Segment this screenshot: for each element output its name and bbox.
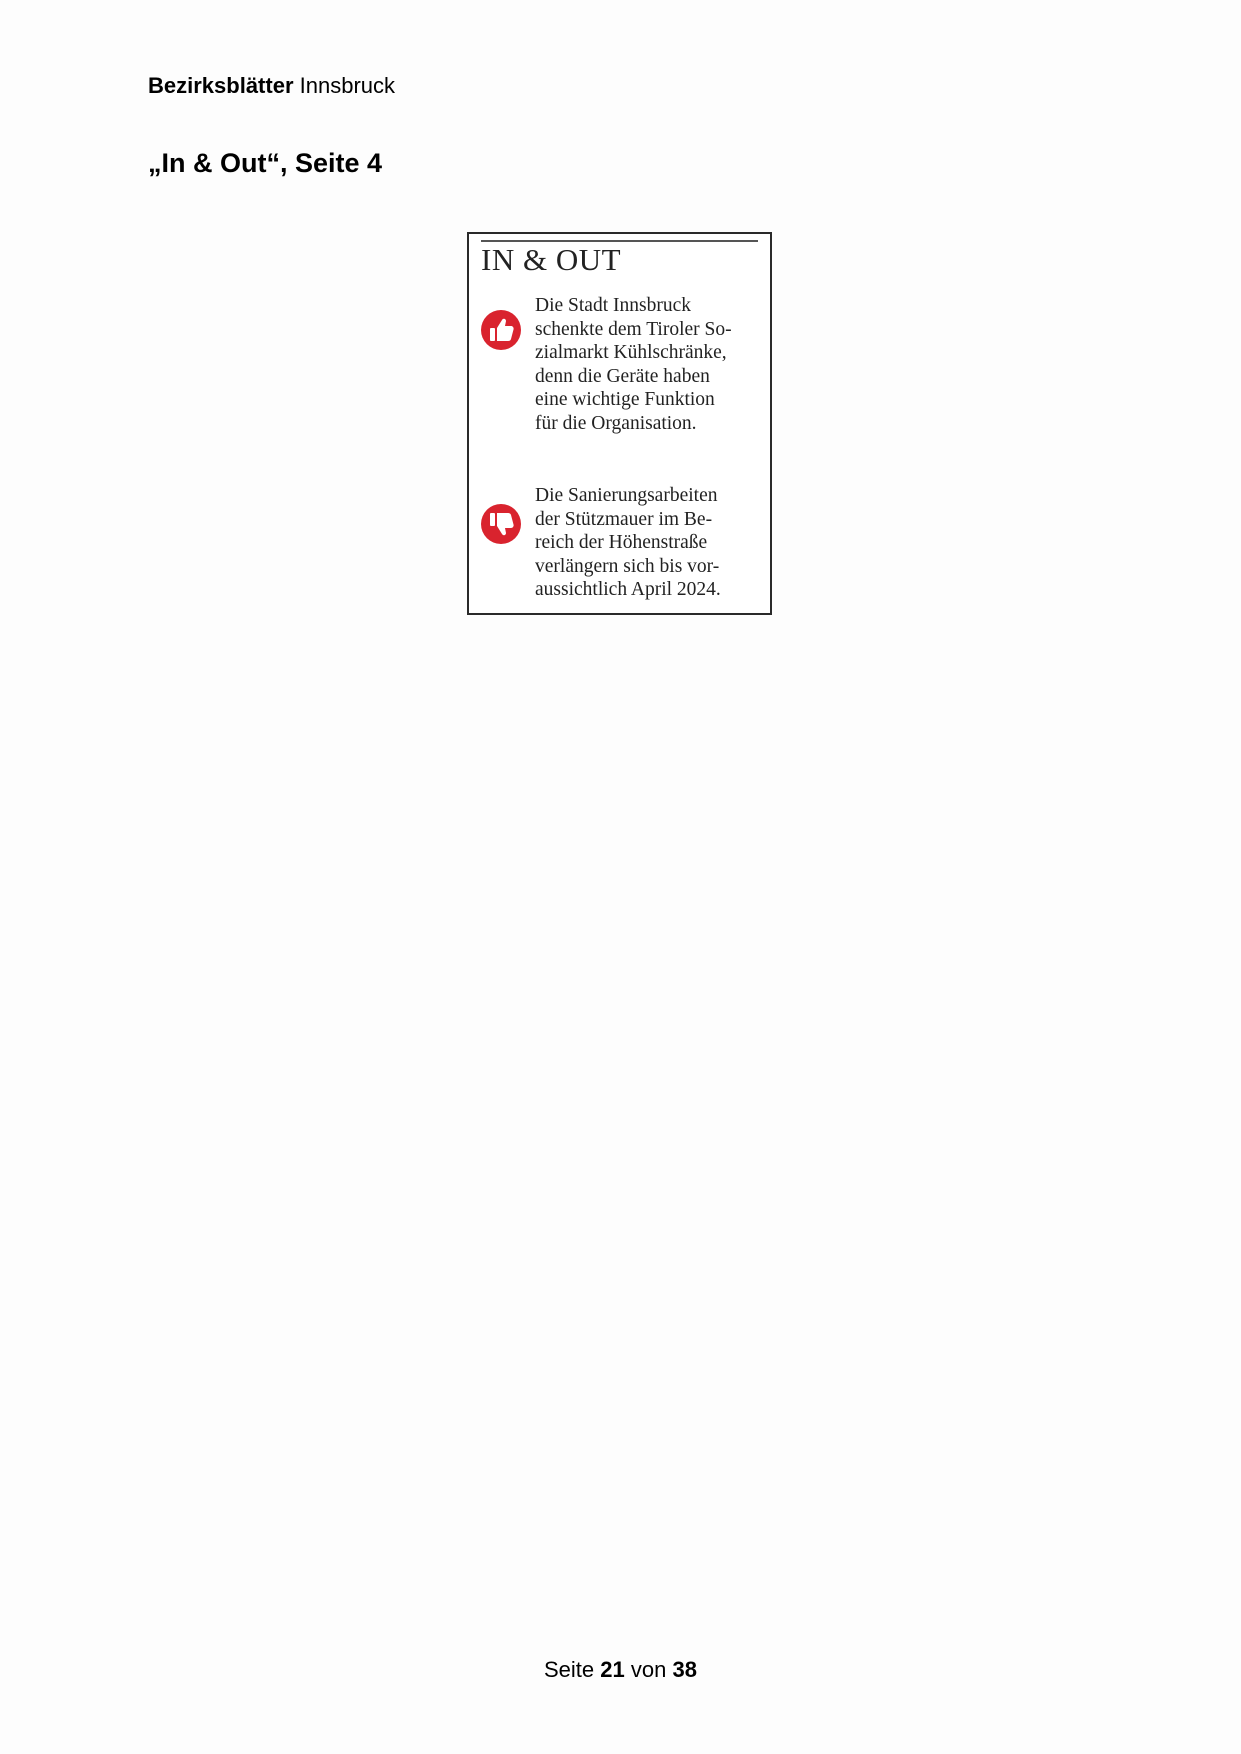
page-prefix: Seite [544,1657,595,1682]
current-page: 21 [600,1657,625,1682]
thumbs-down-icon [481,504,521,544]
total-pages: 38 [672,1657,697,1682]
thumbs-up-icon [481,310,521,350]
page-separator: von [630,1657,667,1682]
publication-name: Bezirksblätter [148,73,294,98]
page-number [0,1656,1241,1684]
publication-region: Innsbruck [299,73,396,98]
section-title: „In & Out“, Seite 4 [148,148,383,178]
in-item-text: Die Stadt Innsbruck schenkte dem Tiroler So- zialmarkt Kühlschränke, denn die Geräte haben eine wichtige Funktion für die Organisation. [535,295,732,434]
newspaper-clipping [467,232,772,615]
clipping-title: IN & OUT [481,242,622,277]
document-header [148,72,395,100]
out-item-text: Die Sanierungsarbeiten der Stützmauer im Be- reich der Höhenstraße verlängern sich bis vor- aussichtlich April 2024. [535,485,721,601]
